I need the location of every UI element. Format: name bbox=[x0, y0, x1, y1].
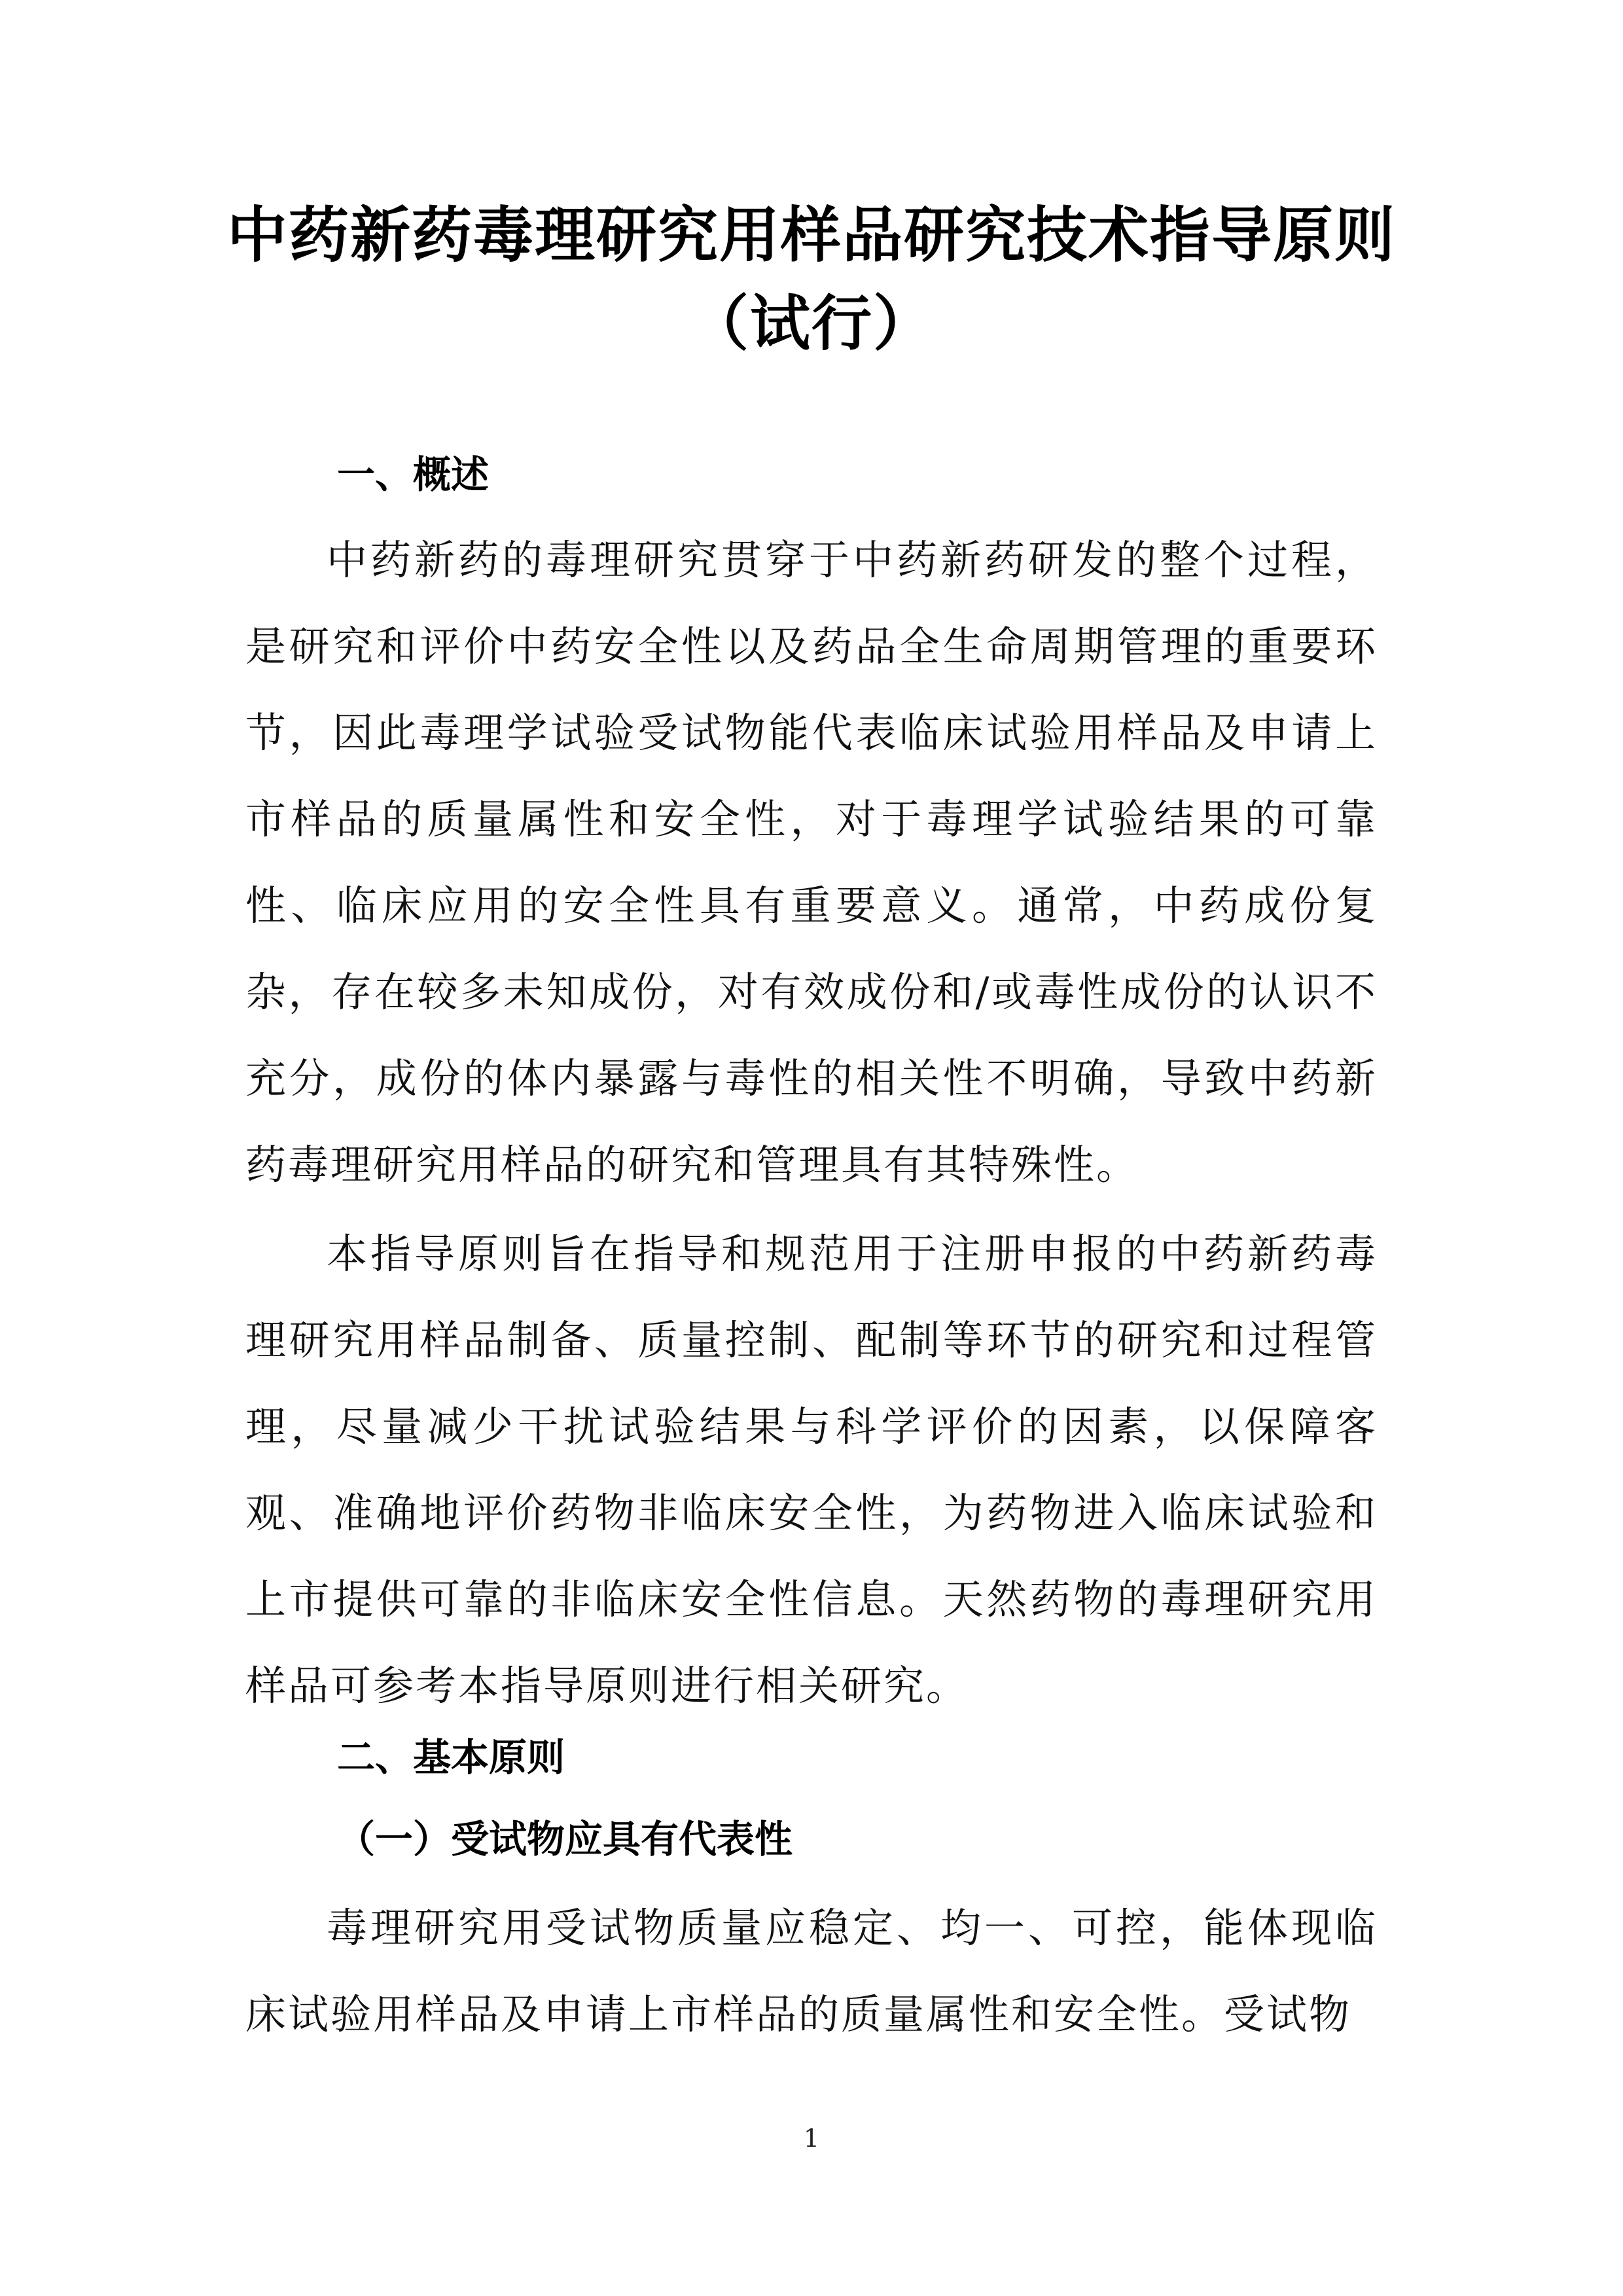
subsection-heading-representativeness: （一）受试物应具有代表性 bbox=[337, 1817, 793, 1861]
basic-principles-paragraph: 毒理研究用受试物质量应稳定、均一、可控，能体现临床试验用样品及申请上市样品的质量属性和安全性。受试物 bbox=[245, 1904, 1378, 2038]
section-heading-overview: 一、概述 bbox=[337, 452, 490, 497]
section-heading-basic-principles: 二、基本原则 bbox=[337, 1735, 565, 1780]
page-number: 1 bbox=[803, 2124, 820, 2153]
overview-paragraph-2: 本指导原则旨在指导和规范用于注册申报的中药新药毒理研究用样品制备、质量控制、配制等环节的研究和过程管理，尽量减少干扰试验结果与科学评价的因素，以保障客观、准确地评价药物非临床安全性，为药物进入临床试验和上市提供可靠的非临床安全性信息。天然药物的毒理研究用样品可参考本指导原则进行相关研究。 bbox=[245, 1230, 1378, 1710]
document-title: 中药新药毒理研究用样品研究技术指导原则 bbox=[226, 200, 1396, 270]
document-title-suffix: （试行） bbox=[688, 289, 935, 359]
overview-paragraph-1: 中药新药的毒理研究贯穿于中药新药研发的整个过程，是研究和评价中药安全性以及药品全生命周期管理的重要环节，因此毒理学试验受试物能代表临床试验用样品及申请上市样品的质量属性和安全性，对于毒理学试验结果的可靠性、临床应用的安全性具有重要意义。通常，中药成份复杂，存在较多未知成份，对有效成份和/或毒性成份的认识不充分，成份的体内暴露与毒性的相关性不明确，导致中药新药毒理研究用样品的研究和管理具有其特殊性。 bbox=[245, 536, 1378, 1189]
